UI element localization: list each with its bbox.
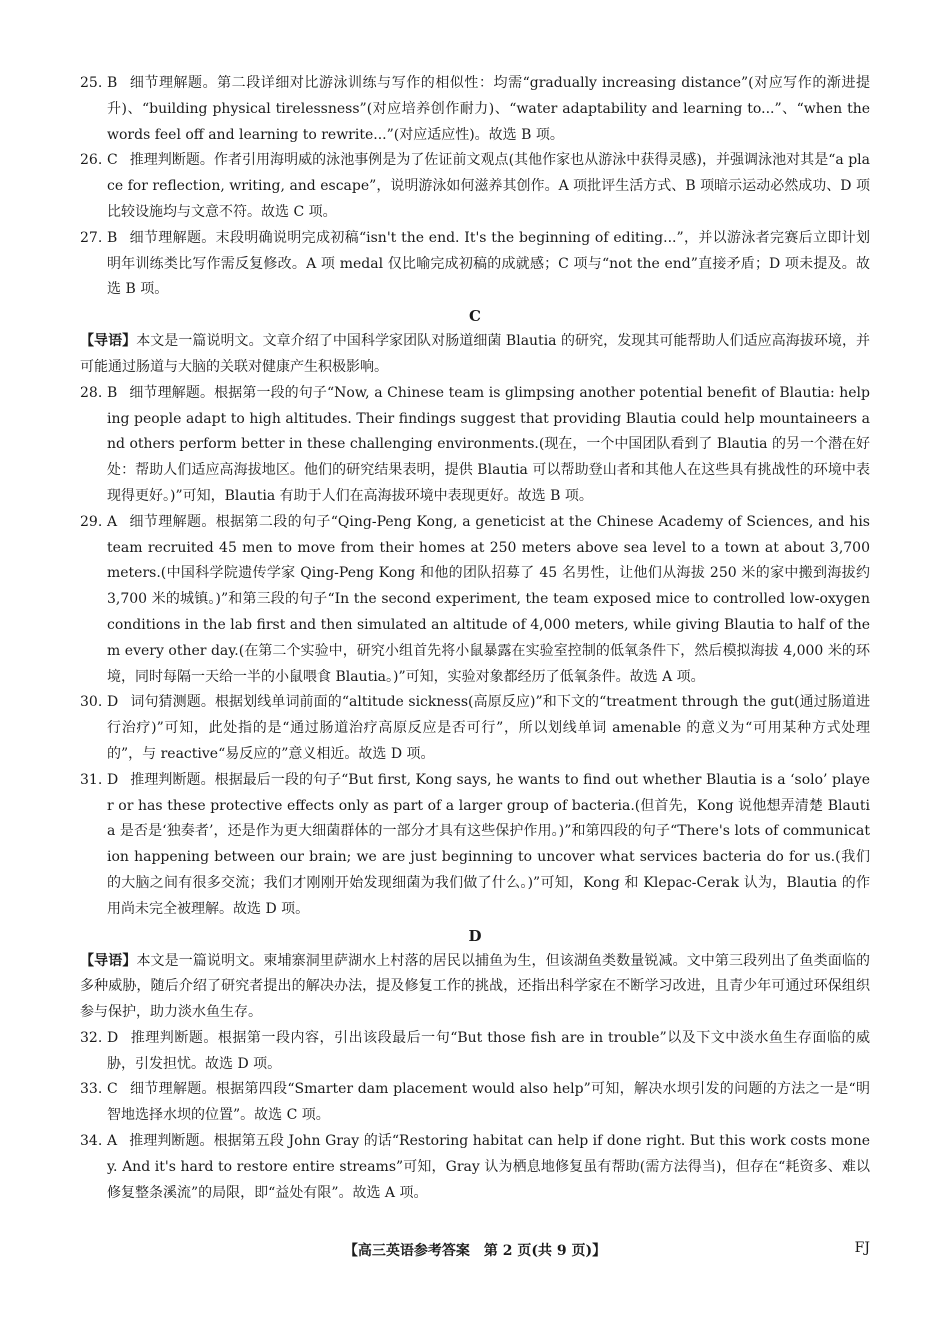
answer-item-29 (80, 510, 870, 691)
section-heading-c: C (469, 307, 481, 326)
question-number: 27. (80, 229, 103, 246)
answer-letter: A (107, 1133, 118, 1150)
explanation-text: 细节理解题。末段明确说明完成初稿“isn't the end. It's the beginning of editing...”，并以游泳者完赛后立即计划明年训练类比写作需反复修改。A 项 medal 仅比喻完成初稿的成就感；C 项与“not the end”直接矛盾；D 项未提及。故选 B 项。 (107, 229, 870, 298)
answer-item-31 (80, 768, 870, 923)
answer-item-25 (80, 71, 870, 148)
answer-letter: D (107, 694, 119, 711)
answer-letter: C (107, 152, 118, 169)
answer-letter: B (107, 229, 118, 246)
answer-letter: A (107, 513, 118, 530)
question-number: 32. (80, 1029, 103, 1046)
question-number: 33. (80, 1081, 103, 1098)
explanation-text: 推理判断题。根据第一段内容，引出该段最后一句“But those fish are in trouble”以及下文中淡水鱼生存面临的威胁，引发担忧。故选 D 项。 (107, 1029, 870, 1072)
answer-content (80, 71, 870, 1206)
explanation-text: 推理判断题。根据第五段 John Gray 的话“Restoring habitat can help if done right. But this work costs money. And it's hard to restore entire streams”可知，Gray 认为栖息地修复虽有帮助(需方法得当)，但存在“耗资多、难以修复整条溪流”的局限，即“益处有限”。故选 A 项。 (107, 1133, 870, 1201)
explanation-text: 词句猜测题。根据划线单词前面的“altitude sickness(高原反应)”和下文的“treatment through the gut(通过肠道进行治疗)”可知，此处指的是“通过肠道治疗高原反应是否可行”，所以划线单词 amenable 的意义为“可用某种方式处理的”，与 reactive“易反应的”意义相近。故选 D 项。 (107, 694, 870, 762)
section-heading-d: D (468, 926, 482, 945)
answer-letter: D (107, 1029, 119, 1046)
question-number: 34. (80, 1133, 103, 1150)
question-number: 28. (80, 384, 103, 401)
intro-text: 本文是一篇说明文。文章介绍了中国科学家团队对肠道细菌 Blautia 的研究，发现其可能帮助人们适应高海拔环境，并可能通过肠道与大脑的关联对健康产生积极影响。 (80, 333, 871, 375)
question-number: 31. (80, 771, 103, 788)
answer-item-28 (80, 381, 870, 510)
answer-item-26 (80, 148, 870, 225)
footer-code: FJ (854, 1240, 870, 1256)
question-number: 30. (80, 694, 103, 711)
answer-letter: C (107, 1081, 118, 1098)
explanation-text: 细节理解题。第二段详细对比游泳训练与写作的相似性：均需“gradually increasing distance”(对应写作的渐进提升)、“building physical tirelessness”(对应培养创作耐力)、“water adaptability and learning to...”、“when the words feel off and learning to rewrite...”(对应适应性)。故选 B 项。 (107, 75, 870, 143)
answer-item-32 (80, 1026, 870, 1078)
answer-item-34 (80, 1129, 870, 1206)
intro-d (80, 949, 870, 1026)
answer-item-27 (80, 226, 870, 303)
explanation-text: 推理判断题。根据最后一段的句子“But first, Kong says, he wants to find out whether Blautia is a ‘solo’ player or has these protective effects only as part of a larger group of bacteria.(但首先，Kong 说他想弄清楚 Blautia 是否是‘独奏者’，还是作为更大细菌群体的一部分才具有这些保护作用。)”和第四段的句子“There's lots of communication happening between our brain; we are just beginning to uncover what services bacteria do for us.(我们的大脑之间有很多交流；我们才刚刚开始发现细菌为我们做了什么。)”可知，Kong 和 Klepac-Cerak 认为，Blautia 的作用尚未完全被理解。故选 D 项。 (107, 771, 870, 917)
explanation-text: 细节理解题。根据第四段“Smarter dam placement would also help”可知，解决水坝引发的问题的方法之一是“明智地选择水坝的位置”。故选 C 项。 (107, 1081, 870, 1124)
explanation-text: 细节理解题。根据第一段的句子“Now, a Chinese team is glimpsing another potential benefit of Blautia: helping people adapt to high altitudes. Their findings suggest that providing Blautia could help mountaineers and others perform better in these challenging environments.(现在，一个中国团队看到了 Blautia 的另一个潜在好处：帮助人们适应高海拔地区。他们的研究结果表明，提供 Blautia 可以帮助登山者和其他人在这些具有挑战性的环境中表现得更好。)”可知，Blautia 有助于人们在高海拔环境中表现更好。故选 B 项。 (107, 384, 870, 504)
answer-item-30 (80, 690, 870, 767)
answer-letter: B (107, 75, 118, 91)
answer-letter: B (107, 384, 118, 401)
intro-text: 本文是一篇说明文。柬埔寨洞里萨湖水上村落的居民以捕鱼为生，但该湖鱼类数量锐减。文中第三段列出了鱼类面临的多种威胁，随后介绍了研究者提出的解决办法，提及修复工作的挑战，还指出科学家在不断学习改进，且青少年可通过环保组织参与保护，助力淡水鱼生存。 (80, 952, 870, 1021)
answer-item-33 (80, 1077, 870, 1129)
question-number: 26. (80, 152, 103, 169)
intro-tag: 【导语】 (80, 952, 137, 969)
question-number: 25. (80, 75, 103, 91)
question-number: 29. (80, 513, 103, 530)
explanation-text: 细节理解题。根据第二段的句子“Qing-Peng Kong, a geneticist at the Chinese Academy of Sciences, and his team recruited 45 men to move from their homes at 250 meters above sea level to a town at about 3,700 meters.(中国科学院遗传学家 Qing-Peng Kong 和他的团队招募了 45 名男性，让他们从海拔 250 米的家中搬到海拔约 3,700 米的城镇。)”和第三段的句子“In the second experiment, the team exposed mice to controlled low-oxygen conditions in the lab first and then simulated an altitude of 4,000 meters, while giving Blautia to half of them every other day.(在第二个实验中，研究小组首先将小鼠暴露在实验室控制的低氧条件下，然后模拟海拔 4,000 米的环境，同时每隔一天给一半的小鼠喂食 Blautia。)”可知，实验对象都经历了低氧条件。故选 A 项。 (107, 513, 870, 685)
intro-tag: 【导语】 (80, 333, 137, 350)
footer-page-info: 【高三英语参考答案 第 2 页(共 9 页)】 (343, 1243, 607, 1259)
intro-c (80, 329, 870, 381)
explanation-text: 推理判断题。作者引用海明威的泳池事例是为了佐证前文观点(其他作家也从游泳中获得灵感)，并强调泳池对其是“a place for reflection, writing, and escape”，说明游泳如何滋养其创作。A 项批评生活方式、B 项暗示运动必然成功、D 项比较设施均与文意不符。故选 C 项。 (107, 152, 870, 220)
answer-letter: D (107, 771, 119, 788)
